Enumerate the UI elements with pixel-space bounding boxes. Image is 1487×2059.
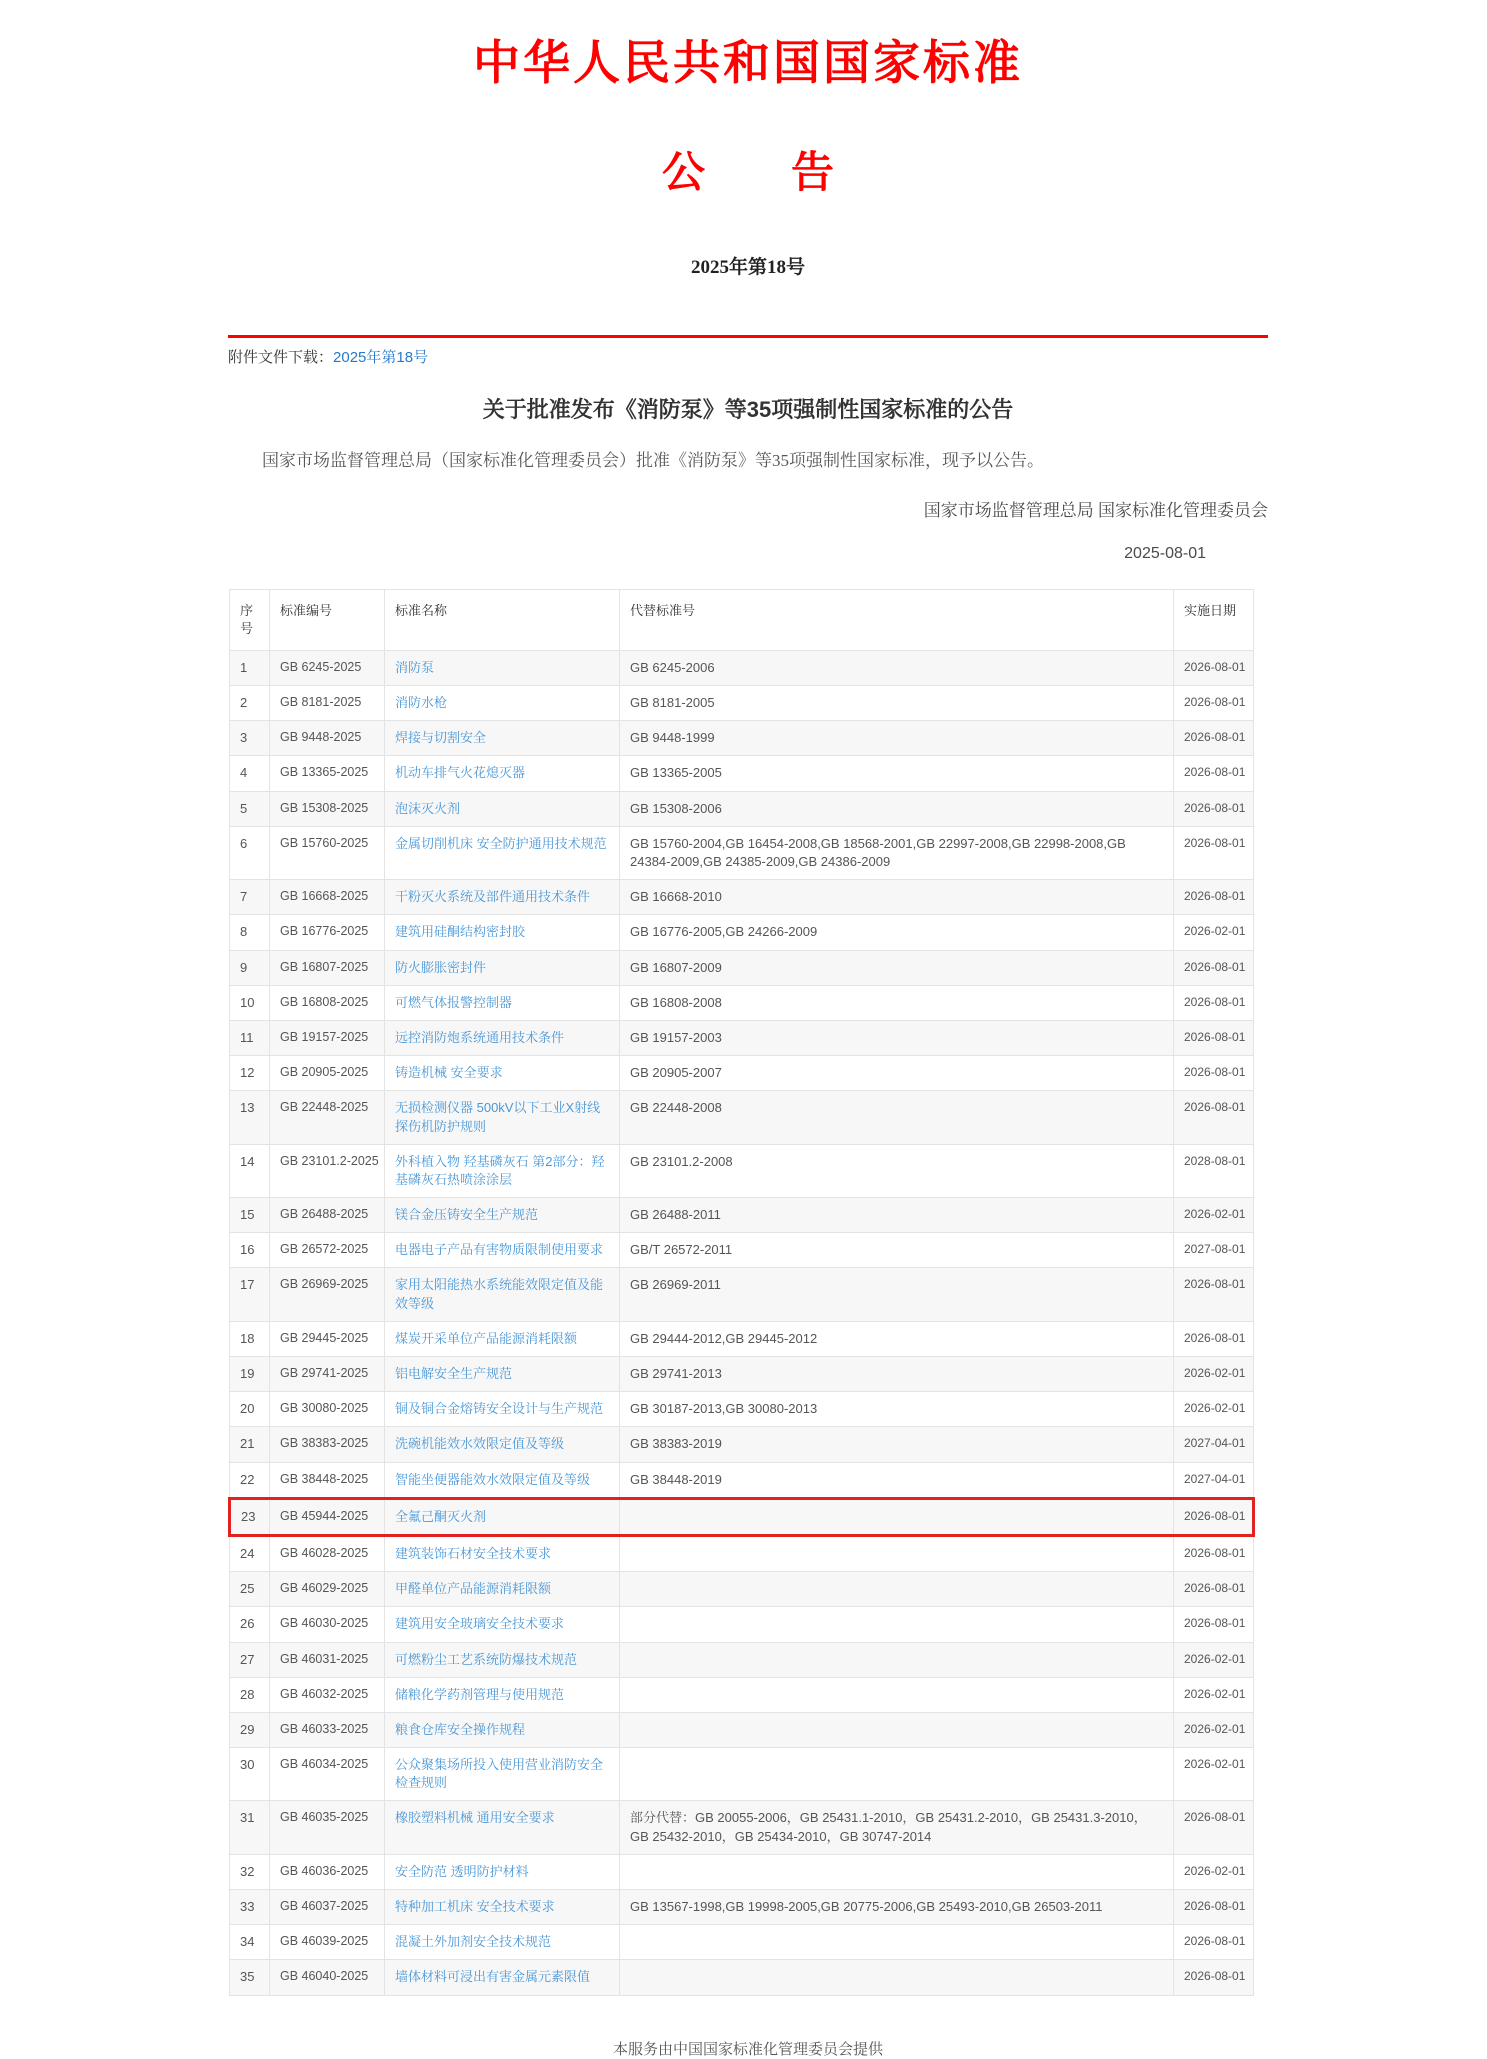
signature-date: 2025-08-01 xyxy=(1124,544,1206,562)
replaced-codes: GB 38448-2019 xyxy=(620,1462,1174,1498)
row-index: 17 xyxy=(230,1268,270,1321)
replaced-codes: GB 29444-2012,GB 29445-2012 xyxy=(620,1321,1174,1356)
replaced-codes xyxy=(620,1925,1174,1960)
main-title: 中华人民共和国国家标准 xyxy=(473,38,1023,90)
implementation-date: 2027-04-01 xyxy=(1174,1427,1254,1462)
implementation-date: 2026-08-01 xyxy=(1174,686,1254,721)
standard-name-link[interactable]: 防火膨胀密封件 xyxy=(395,959,487,975)
replaced-codes: GB 29741-2013 xyxy=(620,1357,1174,1392)
table-header-row xyxy=(230,589,1254,650)
standard-code: GB 16808-2025 xyxy=(270,985,385,1020)
implementation-date: 2026-02-01 xyxy=(1174,1357,1254,1392)
standard-name-link[interactable]: 混凝土外加剂安全技术规范 xyxy=(395,1934,552,1950)
table-row xyxy=(230,1748,1254,1801)
replaced-codes xyxy=(620,1535,1174,1571)
table-row xyxy=(230,1427,1254,1462)
standard-code: GB 46037-2025 xyxy=(270,1890,385,1925)
standard-name-link[interactable]: 电器电子产品有害物质限制使用要求 xyxy=(395,1242,604,1258)
standard-code: GB 26572-2025 xyxy=(270,1233,385,1268)
column-header-index: 序号 xyxy=(230,589,270,650)
standard-code: GB 8181-2025 xyxy=(270,686,385,721)
implementation-date: 2026-08-01 xyxy=(1174,1572,1254,1607)
standards-table xyxy=(228,589,1255,1996)
implementation-date: 2026-08-01 xyxy=(1174,1091,1254,1144)
replaced-codes xyxy=(620,1712,1174,1747)
standard-name-link[interactable]: 粮食仓库安全操作规程 xyxy=(395,1721,526,1737)
replaced-codes: 部分代替：GB 20055-2006，GB 25431.1-2010，GB 25431.2-2010，GB 25431.3-2010，GB 25432-2010，GB 25434-2010，GB 30747-2014 xyxy=(620,1801,1174,1854)
table-row xyxy=(230,1056,1254,1091)
table-row xyxy=(230,1198,1254,1233)
standard-name-link[interactable]: 消防泵 xyxy=(395,659,435,675)
implementation-date: 2026-02-01 xyxy=(1174,1748,1254,1801)
row-index: 24 xyxy=(230,1535,270,1571)
table-row xyxy=(230,1960,1254,1995)
replaced-codes: GB 13365-2005 xyxy=(620,756,1174,791)
replaced-codes: GB 23101.2-2008 xyxy=(620,1144,1174,1197)
replaced-codes: GB 16668-2010 xyxy=(620,880,1174,915)
standard-code: GB 30080-2025 xyxy=(270,1392,385,1427)
standard-name-link[interactable]: 智能坐便器能效水效限定值及等级 xyxy=(395,1471,591,1487)
replaced-codes: GB 16807-2009 xyxy=(620,950,1174,985)
table-row xyxy=(230,1091,1254,1144)
implementation-date: 2027-04-01 xyxy=(1174,1462,1254,1498)
replaced-codes xyxy=(620,1642,1174,1677)
standard-name-link[interactable]: 机动车排气火花熄灭器 xyxy=(395,765,526,781)
replaced-codes: GB 30187-2013,GB 30080-2013 xyxy=(620,1392,1174,1427)
standard-code: GB 22448-2025 xyxy=(270,1091,385,1144)
standard-code: GB 46039-2025 xyxy=(270,1925,385,1960)
notice-paragraph: 国家市场监督管理总局（国家标准化管理委员会）批准《消防泵》等35项强制性国家标准，现予以公告。 xyxy=(262,451,1044,470)
implementation-date: 2026-08-01 xyxy=(1174,1890,1254,1925)
table-row xyxy=(230,721,1254,756)
table-row xyxy=(230,1498,1254,1535)
standard-code: GB 19157-2025 xyxy=(270,1020,385,1055)
standard-code: GB 46034-2025 xyxy=(270,1748,385,1801)
standard-name-link[interactable]: 焊接与切割安全 xyxy=(395,730,487,746)
standard-name-link[interactable]: 铸造机械 安全要求 xyxy=(395,1065,503,1081)
table-row xyxy=(230,1268,1254,1321)
standard-name-link[interactable]: 建筑装饰石材安全技术要求 xyxy=(395,1545,552,1561)
table-row xyxy=(230,1462,1254,1498)
row-index: 3 xyxy=(230,721,270,756)
standard-name-link[interactable]: 墙体材料可浸出有害金属元素限值 xyxy=(395,1969,591,1985)
standard-code: GB 46035-2025 xyxy=(270,1801,385,1854)
standard-code: GB 46040-2025 xyxy=(270,1960,385,1995)
attachment-download-link[interactable]: 2025年第18号 xyxy=(333,349,429,366)
replaced-codes: GB 13567-1998,GB 19998-2005,GB 20775-2006,GB 25493-2010,GB 26503-2011 xyxy=(620,1890,1174,1925)
standard-code: GB 46028-2025 xyxy=(270,1535,385,1571)
page-content xyxy=(228,26,1268,2059)
row-index: 4 xyxy=(230,756,270,791)
implementation-date: 2026-08-01 xyxy=(1174,1056,1254,1091)
row-index: 15 xyxy=(230,1198,270,1233)
standard-code: GB 15760-2025 xyxy=(270,826,385,879)
table-row xyxy=(230,1535,1254,1571)
replaced-codes: GB 22448-2008 xyxy=(620,1091,1174,1144)
replaced-codes xyxy=(620,1572,1174,1607)
implementation-date: 2026-08-01 xyxy=(1174,880,1254,915)
announcement-title: 公 告 xyxy=(662,150,834,197)
row-index: 30 xyxy=(230,1748,270,1801)
standard-name-link[interactable]: 煤炭开采单位产品能源消耗限额 xyxy=(395,1330,578,1346)
row-index: 16 xyxy=(230,1233,270,1268)
row-index: 22 xyxy=(230,1462,270,1498)
attachment-label: 附件文件下载： xyxy=(228,349,334,366)
standard-name-link[interactable]: 全氟己酮灭火剂 xyxy=(395,1508,487,1524)
implementation-date: 2026-02-01 xyxy=(1174,1198,1254,1233)
row-index: 26 xyxy=(230,1607,270,1642)
standard-code: GB 26488-2025 xyxy=(270,1198,385,1233)
standard-name-link[interactable]: 远控消防炮系统通用技术条件 xyxy=(395,1029,565,1045)
table-row xyxy=(230,1712,1254,1747)
standard-name-link[interactable]: 金属切削机床 安全防护通用技术规范 xyxy=(395,835,607,851)
standard-code: GB 38448-2025 xyxy=(270,1462,385,1498)
replaced-codes: GB 38383-2019 xyxy=(620,1427,1174,1462)
replaced-codes: GB 26969-2011 xyxy=(620,1268,1174,1321)
standard-code: GB 46033-2025 xyxy=(270,1712,385,1747)
standard-name-link[interactable]: 镁合金压铸安全生产规范 xyxy=(395,1207,539,1223)
standard-code: GB 46030-2025 xyxy=(270,1607,385,1642)
replaced-codes: GB/T 26572-2011 xyxy=(620,1233,1174,1268)
standard-name-link[interactable]: 橡胶塑料机械 通用安全要求 xyxy=(395,1810,555,1826)
standard-code: GB 46031-2025 xyxy=(270,1642,385,1677)
table-row xyxy=(230,1890,1254,1925)
row-index: 7 xyxy=(230,880,270,915)
replaced-codes: GB 15308-2006 xyxy=(620,791,1174,826)
implementation-date: 2026-08-01 xyxy=(1174,756,1254,791)
row-index: 25 xyxy=(230,1572,270,1607)
row-index: 23 xyxy=(230,1498,270,1535)
table-row xyxy=(230,1572,1254,1607)
replaced-codes: GB 9448-1999 xyxy=(620,721,1174,756)
standard-name-link[interactable]: 甲醛单位产品能源消耗限额 xyxy=(395,1581,552,1597)
implementation-date: 2026-02-01 xyxy=(1174,1854,1254,1889)
implementation-date: 2027-08-01 xyxy=(1174,1233,1254,1268)
standard-name-link[interactable]: 无损检测仪器 500kV以下工业X射线探伤机防护规则 xyxy=(395,1100,601,1134)
standard-name-link[interactable]: 安全防范 透明防护材料 xyxy=(395,1863,529,1879)
row-index: 12 xyxy=(230,1056,270,1091)
table-row xyxy=(230,1321,1254,1356)
signature-line: 国家市场监督管理总局 国家标准化管理委员会 xyxy=(923,500,1268,520)
table-row xyxy=(230,950,1254,985)
row-index: 32 xyxy=(230,1854,270,1889)
implementation-date: 2026-08-01 xyxy=(1174,1925,1254,1960)
standard-name-link[interactable]: 特种加工机床 安全技术要求 xyxy=(395,1899,555,1914)
row-index: 2 xyxy=(230,686,270,721)
row-index: 10 xyxy=(230,985,270,1020)
table-row xyxy=(230,1607,1254,1642)
standard-name-link[interactable]: 铜及铜合金熔铸安全设计与生产规范 xyxy=(395,1401,604,1417)
standard-code: GB 15308-2025 xyxy=(270,791,385,826)
implementation-date: 2028-08-01 xyxy=(1174,1144,1254,1197)
standard-code: GB 46029-2025 xyxy=(270,1572,385,1607)
row-index: 28 xyxy=(230,1677,270,1712)
table-row xyxy=(230,686,1254,721)
table-row xyxy=(230,1677,1254,1712)
column-header-replaced: 代替标准号 xyxy=(620,589,1174,650)
table-row xyxy=(230,650,1254,685)
standard-code: GB 16807-2025 xyxy=(270,950,385,985)
implementation-date: 2026-08-01 xyxy=(1174,791,1254,826)
row-index: 21 xyxy=(230,1427,270,1462)
implementation-date: 2026-08-01 xyxy=(1174,1268,1254,1321)
standard-code: GB 20905-2025 xyxy=(270,1056,385,1091)
standard-name-link[interactable]: 外科植入物 羟基磷灰石 第2部分：羟基磷灰石热喷涂涂层 xyxy=(395,1153,605,1187)
row-index: 20 xyxy=(230,1392,270,1427)
standard-code: GB 38383-2025 xyxy=(270,1427,385,1462)
row-index: 14 xyxy=(230,1144,270,1197)
replaced-codes: GB 15760-2004,GB 16454-2008,GB 18568-2001,GB 22997-2008,GB 22998-2008,GB 24384-2009,GB 24385-2009,GB 24386-2009 xyxy=(620,826,1174,879)
replaced-codes: GB 16808-2008 xyxy=(620,985,1174,1020)
table-row xyxy=(230,1233,1254,1268)
row-index: 13 xyxy=(230,1091,270,1144)
replaced-codes xyxy=(620,1960,1174,1995)
standard-code: GB 13365-2025 xyxy=(270,756,385,791)
table-row xyxy=(230,1854,1254,1889)
standard-name-link[interactable]: 可燃气体报警控制器 xyxy=(395,994,513,1010)
standard-name-link[interactable]: 干粉灭火系统及部件通用技术条件 xyxy=(395,889,591,905)
standard-code: GB 46032-2025 xyxy=(270,1677,385,1712)
notice-heading: 关于批准发布《消防泵》等35项强制性国家标准的公告 xyxy=(482,397,1014,422)
replaced-codes xyxy=(620,1498,1174,1535)
replaced-codes xyxy=(620,1854,1174,1889)
replaced-codes: GB 6245-2006 xyxy=(620,650,1174,685)
replaced-codes: GB 26488-2011 xyxy=(620,1198,1174,1233)
row-index: 9 xyxy=(230,950,270,985)
standard-code: GB 46036-2025 xyxy=(270,1854,385,1889)
implementation-date: 2026-08-01 xyxy=(1174,1498,1254,1535)
implementation-date: 2026-02-01 xyxy=(1174,915,1254,950)
standard-name-link[interactable]: 建筑用硅酮结构密封胶 xyxy=(395,924,526,940)
table-row xyxy=(230,880,1254,915)
table-row xyxy=(230,791,1254,826)
implementation-date: 2026-08-01 xyxy=(1174,950,1254,985)
standard-code: GB 26969-2025 xyxy=(270,1268,385,1321)
column-header-date: 实施日期 xyxy=(1174,589,1254,650)
row-index: 11 xyxy=(230,1020,270,1055)
replaced-codes xyxy=(620,1748,1174,1801)
row-index: 5 xyxy=(230,791,270,826)
row-index: 19 xyxy=(230,1357,270,1392)
row-index: 6 xyxy=(230,826,270,879)
implementation-date: 2026-08-01 xyxy=(1174,1960,1254,1995)
column-header-code: 标准编号 xyxy=(270,589,385,650)
column-header-name: 标准名称 xyxy=(385,589,620,650)
standard-name-link[interactable]: 洗碗机能效水效限定值及等级 xyxy=(395,1436,565,1452)
implementation-date: 2026-02-01 xyxy=(1174,1712,1254,1747)
standard-code: GB 9448-2025 xyxy=(270,721,385,756)
implementation-date: 2026-08-01 xyxy=(1174,721,1254,756)
row-index: 29 xyxy=(230,1712,270,1747)
table-row xyxy=(230,756,1254,791)
replaced-codes xyxy=(620,1677,1174,1712)
standard-code: GB 45944-2025 xyxy=(270,1498,385,1535)
implementation-date: 2026-08-01 xyxy=(1174,1801,1254,1854)
implementation-date: 2026-08-01 xyxy=(1174,826,1254,879)
implementation-date: 2026-08-01 xyxy=(1174,1321,1254,1356)
row-index: 31 xyxy=(230,1801,270,1854)
standard-name-link[interactable]: 建筑用安全玻璃安全技术要求 xyxy=(395,1616,565,1632)
row-index: 35 xyxy=(230,1960,270,1995)
implementation-date: 2026-08-01 xyxy=(1174,1607,1254,1642)
table-row xyxy=(230,1801,1254,1854)
implementation-date: 2026-02-01 xyxy=(1174,1677,1254,1712)
table-row xyxy=(230,1392,1254,1427)
replaced-codes xyxy=(620,1607,1174,1642)
table-row xyxy=(230,1020,1254,1055)
implementation-date: 2026-08-01 xyxy=(1174,1535,1254,1571)
row-index: 33 xyxy=(230,1890,270,1925)
implementation-date: 2026-08-01 xyxy=(1174,985,1254,1020)
standard-code: GB 29741-2025 xyxy=(270,1357,385,1392)
attachment-bar xyxy=(228,338,1268,367)
table-row xyxy=(230,826,1254,879)
implementation-date: 2026-02-01 xyxy=(1174,1392,1254,1427)
standard-code: GB 6245-2025 xyxy=(270,650,385,685)
table-row xyxy=(230,1144,1254,1197)
standard-name-link[interactable]: 消防水枪 xyxy=(395,695,448,711)
standard-name-link[interactable]: 铝电解安全生产规范 xyxy=(395,1366,513,1381)
table-row xyxy=(230,1925,1254,1960)
replaced-codes: GB 16776-2005,GB 24266-2009 xyxy=(620,915,1174,950)
standards-table-body xyxy=(230,650,1254,1995)
replaced-codes: GB 19157-2003 xyxy=(620,1020,1174,1055)
replaced-codes: GB 8181-2005 xyxy=(620,686,1174,721)
row-index: 18 xyxy=(230,1321,270,1356)
table-row xyxy=(230,915,1254,950)
row-index: 27 xyxy=(230,1642,270,1677)
standard-name-link[interactable]: 泡沫灭火剂 xyxy=(395,800,461,816)
row-index: 8 xyxy=(230,915,270,950)
standard-name-link[interactable]: 家用太阳能热水系统能效限定值及能效等级 xyxy=(395,1277,604,1311)
issue-number: 2025年第18号 xyxy=(690,257,805,278)
standard-code: GB 23101.2-2025 xyxy=(270,1144,385,1197)
implementation-date: 2026-02-01 xyxy=(1174,1642,1254,1677)
row-index: 1 xyxy=(230,650,270,685)
standard-name-link[interactable]: 公众聚集场所投入使用营业消防安全检查规则 xyxy=(395,1757,604,1791)
row-index: 34 xyxy=(230,1925,270,1960)
table-row xyxy=(230,1642,1254,1677)
standard-name-link[interactable]: 可燃粉尘工艺系统防爆技术规范 xyxy=(395,1651,578,1667)
standard-code: GB 16776-2025 xyxy=(270,915,385,950)
footer-text: 本服务由中国国家标准化管理委员会提供 xyxy=(612,2040,883,2058)
table-row xyxy=(230,1357,1254,1392)
table-row xyxy=(230,985,1254,1020)
standard-name-link[interactable]: 储粮化学药剂管理与使用规范 xyxy=(395,1686,565,1702)
implementation-date: 2026-08-01 xyxy=(1174,1020,1254,1055)
replaced-codes: GB 20905-2007 xyxy=(620,1056,1174,1091)
standard-code: GB 16668-2025 xyxy=(270,880,385,915)
implementation-date: 2026-08-01 xyxy=(1174,650,1254,685)
standard-code: GB 29445-2025 xyxy=(270,1321,385,1356)
